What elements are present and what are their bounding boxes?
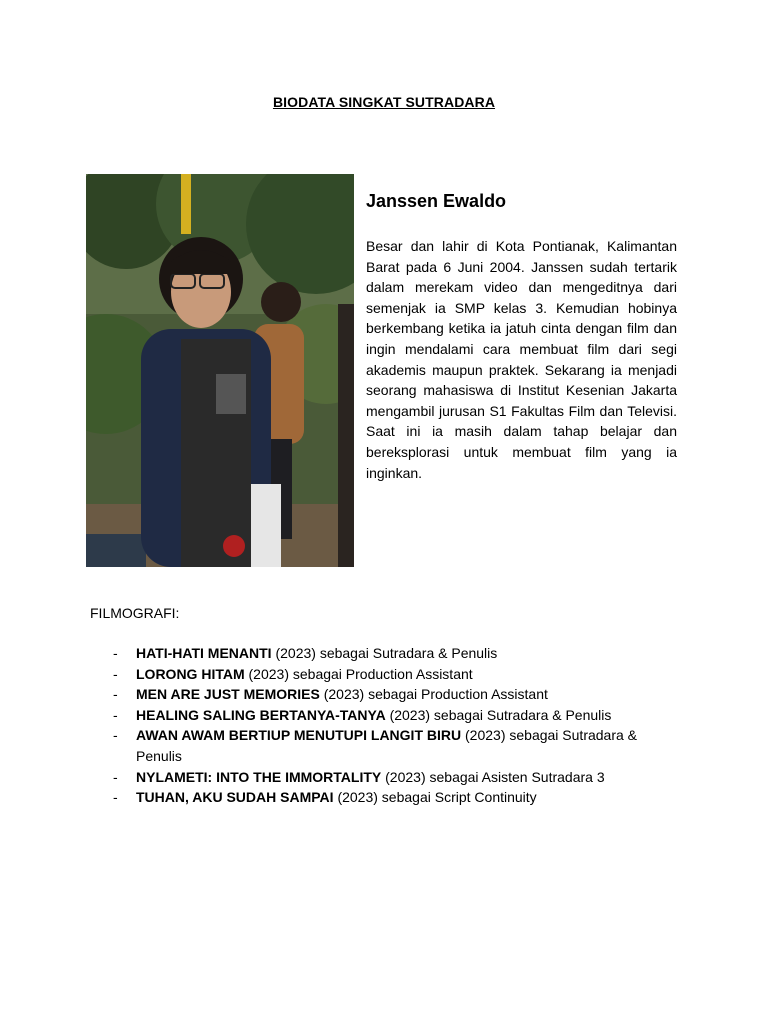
- portrait-photo: [86, 174, 354, 567]
- film-title: HEALING SALING BERTANYA-TANYA: [136, 706, 386, 723]
- list-item: [90, 725, 680, 766]
- filmography-heading: FILMOGRAFI:: [90, 605, 180, 621]
- filmography-section: [90, 603, 690, 808]
- film-role: (2023) sebagai Sutradara & Penulis: [271, 645, 498, 661]
- list-item: [90, 684, 680, 705]
- film-title: TUHAN, AKU SUDAH SAMPAI: [136, 789, 334, 806]
- filmography-list: [90, 643, 690, 808]
- film-role: (2023) sebagai Sutradara & Penulis: [385, 706, 612, 723]
- list-bullet: -: [113, 789, 118, 806]
- film-title: MEN ARE JUST MEMORIES: [136, 686, 320, 703]
- film-title: HATI-HATI MENANTI: [136, 645, 272, 661]
- list-item: [90, 767, 680, 788]
- film-role: (2023) sebagai Sutradara & Penulis: [136, 727, 638, 764]
- list-bullet: -: [113, 665, 118, 682]
- director-name: Janssen Ewaldo: [366, 191, 507, 211]
- list-item: [90, 643, 680, 664]
- list-bullet: -: [113, 686, 118, 703]
- page-title: BIODATA SINGKAT SUTRADARA: [272, 94, 496, 110]
- bio-section: [366, 188, 677, 483]
- list-item: [90, 664, 680, 685]
- list-bullet: -: [113, 768, 118, 785]
- bio-paragraph: Besar dan lahir di Kota Pontianak, Kalimantan Barat pada 6 Juni 2004. Janssen sudah tertarik dalam merekam video dan mengeditnya dari semenjak ia SMP kelas 3. Kemudian hobinya berkembang ketika ia jatuh cinta dengan film dan ingin mendalami cara membuat film dari segi akademis maupun praktek. Sekarang ia menjadi seorang mahasiswa di Institut Kesenian Jakarta mengambil jurusan S1 Fakultas Film dan Televisi. Saat ini ia masih dalam tahap belajar dan bereksplorasi untuk membuat film yang ia inginkan.: [366, 238, 677, 481]
- list-item: [90, 705, 680, 726]
- list-bullet: -: [113, 706, 118, 723]
- film-role: (2023) sebagai Script Continuity: [333, 789, 537, 806]
- film-title: LORONG HITAM: [136, 665, 245, 682]
- film-role: (2023) sebagai Production Assistant: [319, 686, 548, 703]
- list-bullet: -: [113, 727, 118, 744]
- film-title: NYLAMETI: INTO THE IMMORTALITY: [136, 768, 382, 785]
- film-role: (2023) sebagai Production Assistant: [244, 665, 473, 682]
- film-role: (2023) sebagai Asisten Sutradara 3: [381, 768, 605, 785]
- list-item: [90, 787, 680, 808]
- list-bullet: -: [113, 645, 118, 661]
- film-title: AWAN AWAM BERTIUP MENUTUPI LANGIT BIRU: [136, 727, 462, 744]
